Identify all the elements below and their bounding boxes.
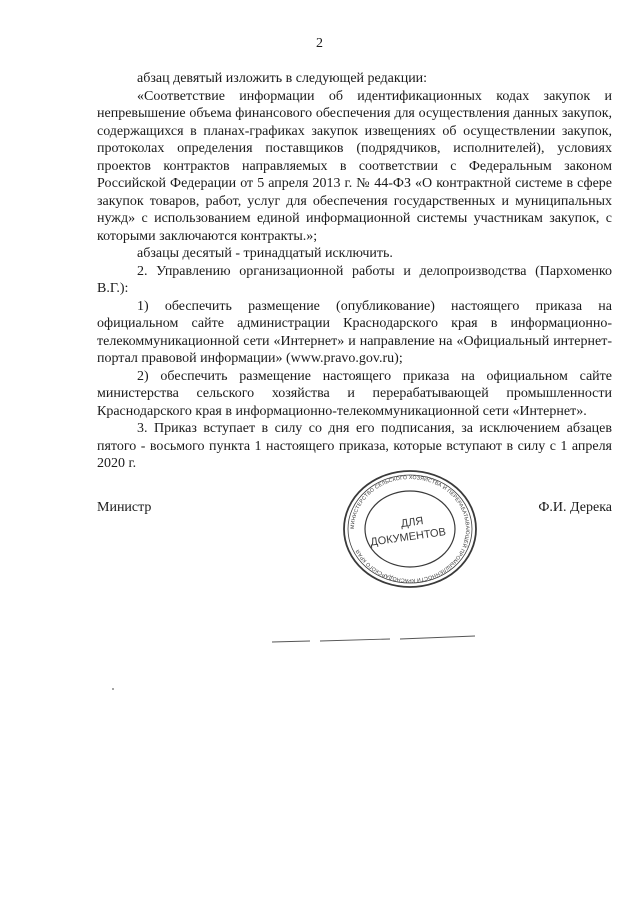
signatory-position: Министр <box>97 500 152 515</box>
paragraph: 3. Приказ вступает в силу со дня его подписания, за исключением абзацев пятого - восьмого пункта 1 настоящего приказа, которые вступают в силу с 1 апреля 2020 г. <box>97 421 612 471</box>
paragraph: 2. Управлению организационной работы и делопроизводства (Пархоменко В.Г.): <box>97 263 612 296</box>
paragraph: «Соответствие информации об идентификационных кодах закупок и непревышение объема финансового обеспечения для осуществления данных закупок, содержащихся в планах-графиках закупок извещениях об осуществлении закупок, протоколах определения поставщиков (подрядчиков, исполнителей), условиях проектов контрактов направляемых в соответствии с Федеральным законом Российской Федерации от 5 апреля 2013 г. № 44-ФЗ «О контрактной системе в сфере закупок товаров, работ, услуг для обеспечения государственных и муниципальных нужд» с использованием единой информационной системы участникам закупок, с которыми заключаются контракты.»; <box>97 88 612 244</box>
page-number: 2 <box>316 36 323 51</box>
signatory-name: Ф.И. Дерека <box>538 500 612 515</box>
stamp-center-line1: ДЛЯ <box>400 515 425 531</box>
scan-speck <box>112 688 114 690</box>
stamp-center-line2: ДОКУМЕНТОВ <box>369 526 447 549</box>
paragraph: 2) обеспечить размещение настоящего приказа на официальном сайте министерства сельского хозяйства и перерабатывающей промышленности Краснодарского края в информационно-телекоммуникационной сети «Интернет». <box>97 368 612 419</box>
paragraph: абзацы десятый - тринадцатый исключить. <box>137 246 393 261</box>
stamp-ring-text: МИНИСТЕРСТВО СЕЛЬСКОГО ХОЗЯЙСТВА И ПЕРЕРАБАТЫВАЮЩЕЙ ПРОМЫШЛЕННОСТИ КРАСНОДАРСКОГО КРАЯ <box>349 474 471 584</box>
official-stamp <box>335 466 485 592</box>
signature-stroke <box>270 628 480 648</box>
paragraph: абзац девятый изложить в следующей редакции: <box>137 71 428 86</box>
paragraph: 1) обеспечить размещение (опубликование) настоящего приказа на официальном сайте администрации Краснодарского края в информационно-телекоммуникационной сети «Интернет» и направление на «Официальный интернет-портал правовой информации» (www.pravo.gov.ru); <box>97 298 612 366</box>
document-body <box>97 70 612 473</box>
